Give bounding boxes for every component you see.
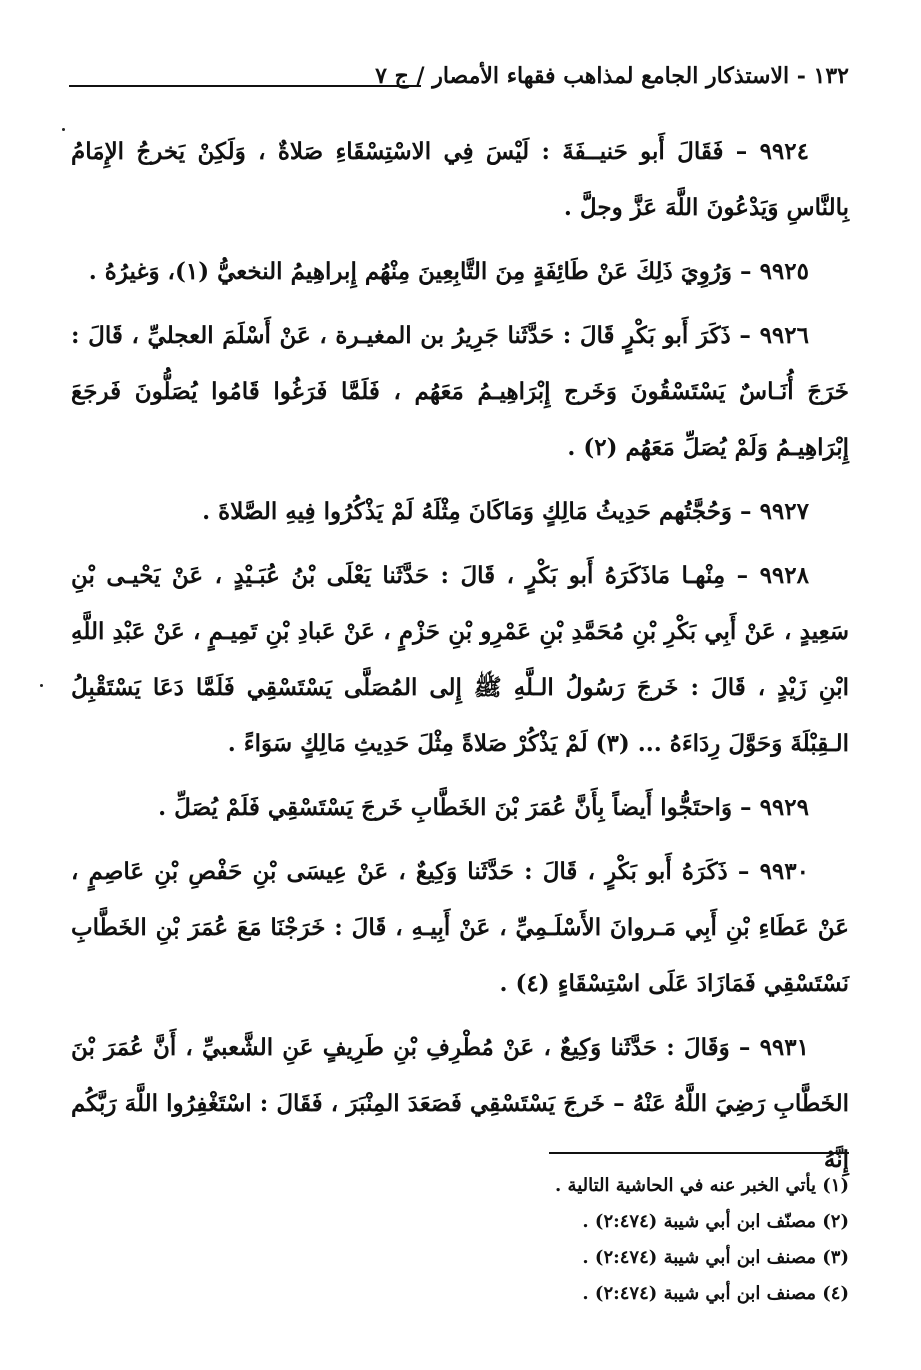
footnote-4: (٤) مصنف ابن أبي شيبة (٢:٤٧٤) . bbox=[582, 1283, 849, 1304]
paragraph-number: ٩٩٢٤ bbox=[759, 138, 809, 165]
running-header bbox=[69, 58, 849, 98]
paragraph-9925 bbox=[71, 244, 849, 300]
main-text bbox=[71, 124, 849, 1196]
paragraph-9926 bbox=[71, 308, 849, 476]
paragraph-9931 bbox=[71, 1020, 849, 1188]
scan-speck bbox=[62, 128, 65, 131]
paragraph-number: ٩٩٢٦ bbox=[759, 322, 809, 349]
footnote-separator bbox=[549, 1152, 849, 1154]
footnote-3: (٣) مصنف ابن أبي شيبة (٢:٤٧٤) . bbox=[582, 1247, 849, 1268]
paragraph-text: – فَقَالَ أَبو حَنيــفَةَ : لَيْسَ فِي الاسْتِسْقَاءِ صَلاةٌ ، وَلَكِنْ يَخرجُ الإِمَامُ بِالنَّاسِ وَيَدْعُونَ اللَّهَ عَزَّ وجلَّ . bbox=[71, 138, 849, 221]
paragraph-9929 bbox=[71, 780, 849, 836]
paragraph-text: – ذَكَرَ أَبو بَكْرٍ قَالَ : حَدَّثَنا جَرِيرُ بن المغيـرة ، عَنْ أَسْلَمَ العجليِّ ، قَالَ : خَرَجَ أُنَـاسٌ يَسْتَسْقُونَ وَخَرج إِبْرَاهِيـمُ مَعَهُم ، فَلَمَّا فَرَغُوا قَامُوا يُصَلُّونَ فَرجَعَ إِبْرَاهِيـمُ وَلَمْ يُصَلِّ مَعَهُم (٢) . bbox=[71, 322, 849, 461]
paragraph-text: – وَحُجَّتُهم حَدِيثُ مَالِكٍ وَمَاكَانَ مِثْلَهُ لَمْ يَذْكُرُوا فِيهِ الصَّلاةَ . bbox=[202, 498, 752, 525]
header-rule bbox=[69, 85, 421, 87]
paragraph-text: – وَرُوِيَ ذَلِكَ عَنْ طَائِفَةٍ مِنَ التَّابِعِينَ مِنْهُم إِبراهِيمُ النخعيُّ (١)، وَغيرُهُ . bbox=[88, 258, 752, 285]
paragraph-number: ٩٩٣١ bbox=[759, 1034, 809, 1061]
paragraph-9924 bbox=[71, 124, 849, 236]
paragraph-text: – مِنْهـا مَاذَكَرَهُ أَبو بَكْرٍ ، قَالَ : حَدَّثَنا يَعْلَى بْنُ عُبَـيْدٍ ، عَنْ يَحْيـى بْنِ سَعِيدٍ ، عَنْ أَبِي بَكْرِ بْنِ مُحَمَّدِ بْنِ عَمْرِو بْنِ حَزْمٍ ، عَنْ عَبادِ بْنِ تَمِيـمٍ ، عَنْ عَبْدِ اللَّهِ ابْنِ زَيْدٍ ، قَالَ : خَرجَ رَسُولُ الـلَّهِ ﷺ إِلى المُصَلَّى يَسْتَسْقِي فَلَمَّا دَعَا يَسْتَقْبِلُ الـقِبْلَةَ وَحَوَّلَ رِدَاءَهُ ... (٣) لَمْ يَذْكُرْ صَلاةً مِثْلَ حَدِيثِ مَالِكٍ سَوَاءً . bbox=[71, 562, 849, 757]
paragraph-number: ٩٩٢٨ bbox=[759, 562, 809, 589]
paragraph-9928 bbox=[71, 548, 849, 772]
paragraph-number: ٩٩٢٧ bbox=[759, 498, 809, 525]
paragraph-text: – ذَكَرَهُ أَبو بَكْرٍ ، قَالَ : حَدَّثَنا وَكِيعٌ ، عَنْ عِيسَى بْنِ حَفْصِ بْنِ عَاصِمٍ ، عَنْ عَطَاءِ بْنِ أَبِي مَـروانَ الأَسْلَـمِيِّ ، عَنْ أَبِيـهِ ، قَالَ : خَرَجْنَا مَعَ عُمَرَ بْنِ الخَطَّابِ نَسْتَسْقِي فَمَازَادَ عَلَى اسْتِسْقَاءٍ (٤) . bbox=[71, 858, 849, 997]
paragraph-9930 bbox=[71, 844, 849, 1012]
paragraph-number: ٩٩٢٥ bbox=[759, 258, 809, 285]
footnote-2: (٢) مصنّف ابن أبي شيبة (٢:٤٧٤) . bbox=[582, 1211, 849, 1232]
paragraph-number: ٩٩٣٠ bbox=[759, 858, 809, 885]
scan-speck bbox=[40, 684, 43, 687]
footnote-1: (١) يأتي الخبر عنه في الحاشية التالية . bbox=[555, 1175, 849, 1196]
footnotes bbox=[71, 1168, 849, 1312]
paragraph-number: ٩٩٢٩ bbox=[759, 794, 809, 821]
paragraph-text: – وَاحتَجُّوا أَيضاً بِأَنَّ عُمَرَ بْنَ الخَطَّابِ خَرجَ يَسْتَسْقِي فَلَمْ يُصَلِّ . bbox=[158, 794, 752, 821]
header-title: ١٣٢ - الاستذكار الجامع لمذاهب فقهاء الأمصار / ج ٧ bbox=[375, 63, 849, 89]
paragraph-9927 bbox=[71, 484, 849, 540]
paragraph-text: – وَقَالَ : حَدَّثَنا وَكِيعٌ ، عَنْ مُطْرِفِ بْنِ طَرِيفٍ عَنِ الشَّعبيِّ ، أَنَّ عُمَرَ بْنَ الخَطَّابِ رَضِيَ اللَّهُ عَنْهُ – خَرجَ يَسْتَسْقِي فَصَعَدَ المِنْبَرَ ، فَقَالَ : اسْتَغْفِرُوا اللَّهَ رَبَّكُم إِنَّهُ bbox=[71, 1034, 849, 1173]
